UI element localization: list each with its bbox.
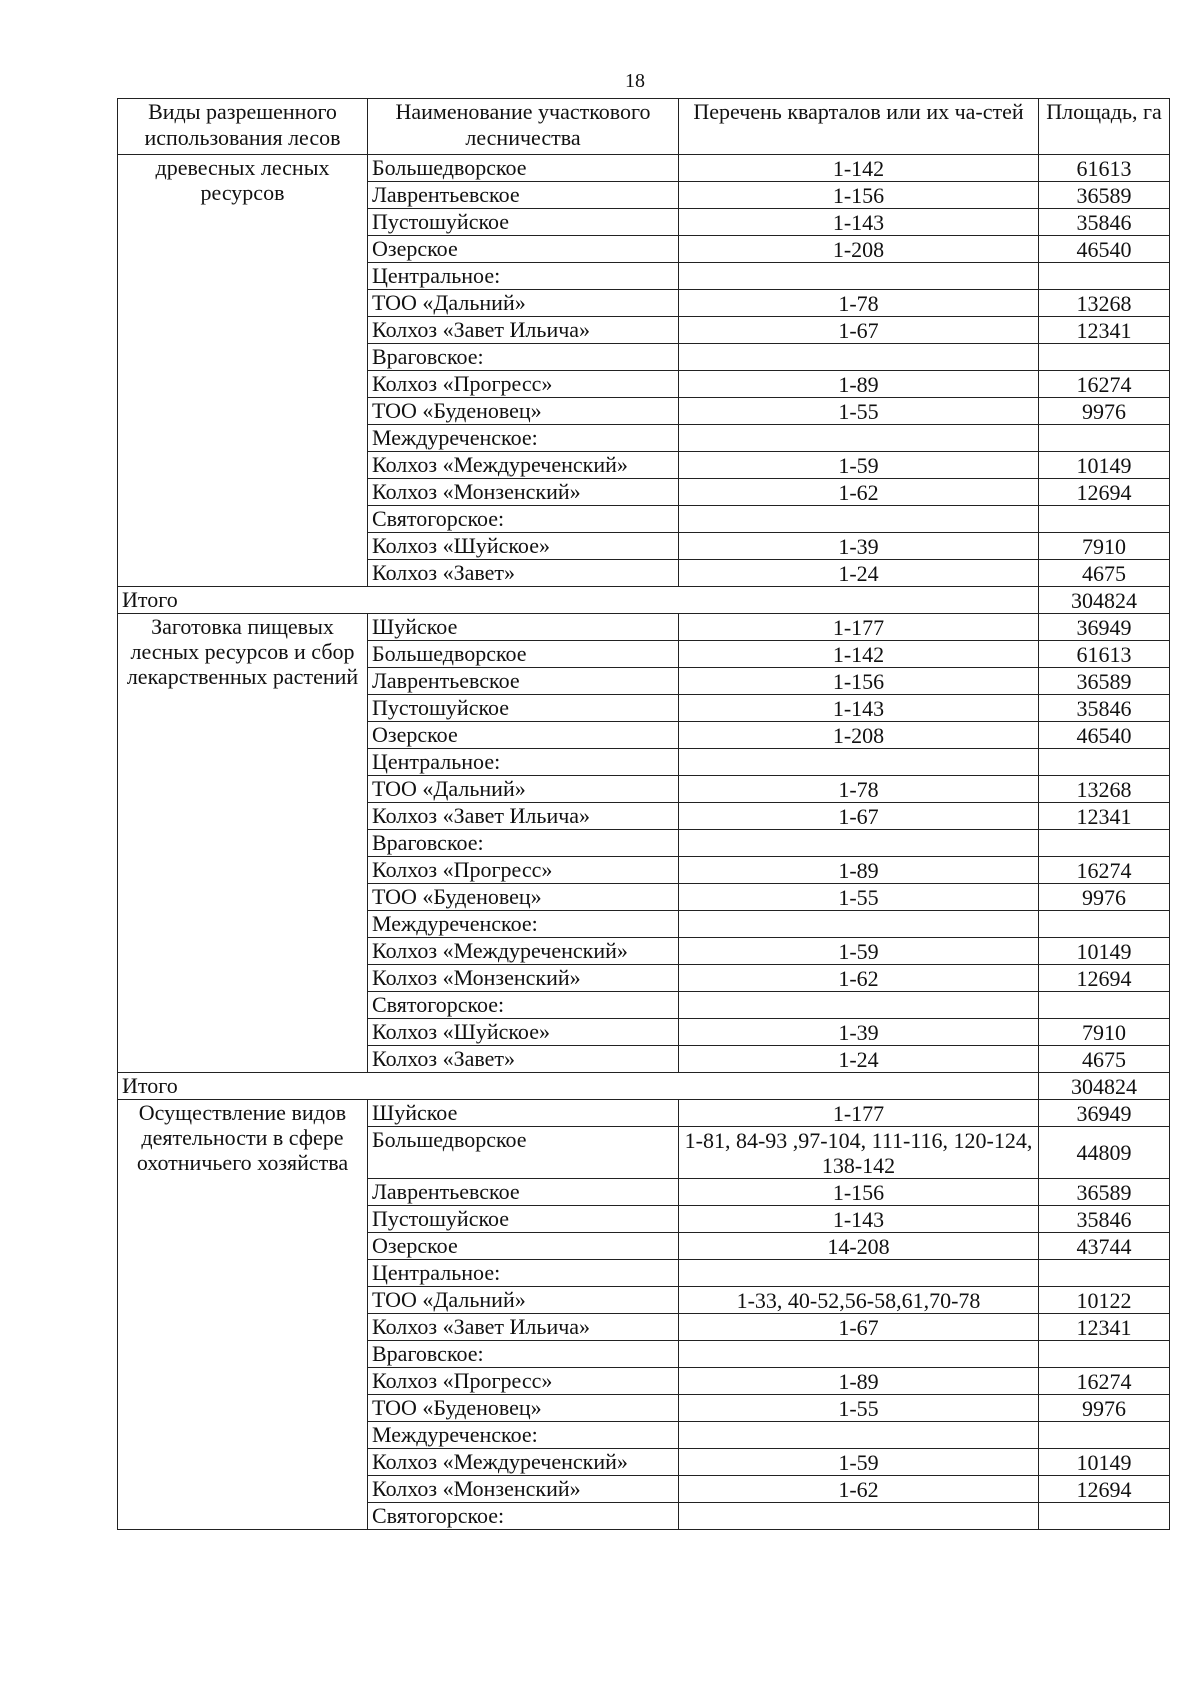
forestry-name-cell: Колхоз «Монзенский» — [368, 479, 679, 506]
quarters-cell — [679, 425, 1039, 452]
quarters-cell: 1-59 — [679, 452, 1039, 479]
quarters-cell: 1-156 — [679, 182, 1039, 209]
quarters-cell: 1-55 — [679, 1395, 1039, 1422]
quarters-cell — [679, 1260, 1039, 1287]
quarters-cell: 1-142 — [679, 641, 1039, 668]
area-cell: 4675 — [1039, 560, 1170, 587]
forestry-name-cell: Колхоз «Завет» — [368, 560, 679, 587]
area-cell: 9976 — [1039, 884, 1170, 911]
area-cell: 7910 — [1039, 533, 1170, 560]
quarters-cell: 1-89 — [679, 371, 1039, 398]
quarters-cell: 1-59 — [679, 1449, 1039, 1476]
area-cell: 13268 — [1039, 290, 1170, 317]
area-cell: 7910 — [1039, 1019, 1170, 1046]
forestry-name-cell: ТОО «Буденовец» — [368, 884, 679, 911]
forestry-name-cell: Шуйское — [368, 1100, 679, 1127]
quarters-cell — [679, 344, 1039, 371]
area-cell — [1039, 1260, 1170, 1287]
quarters-cell: 1-59 — [679, 938, 1039, 965]
forestry-name-cell: Большедворское — [368, 1127, 679, 1179]
forestry-name-cell: ТОО «Дальний» — [368, 1287, 679, 1314]
area-cell — [1039, 344, 1170, 371]
table-header-row — [118, 99, 1170, 155]
quarters-cell: 1-62 — [679, 965, 1039, 992]
forestry-name-cell: Озерское — [368, 236, 679, 263]
page-number: 18 — [625, 70, 645, 92]
forestry-name-cell: Колхоз «Прогресс» — [368, 1368, 679, 1395]
forestry-name-cell: Колхоз «Шуйское» — [368, 533, 679, 560]
forestry-name-cell: Колхоз «Междуреченский» — [368, 452, 679, 479]
area-cell — [1039, 992, 1170, 1019]
forestry-name-cell: Колхоз «Прогресс» — [368, 371, 679, 398]
forestry-name-cell: Колхоз «Завет Ильича» — [368, 317, 679, 344]
area-cell: 46540 — [1039, 722, 1170, 749]
header-area: Площадь, га — [1039, 99, 1170, 155]
total-label: Итого — [118, 1073, 1039, 1100]
area-cell: 10122 — [1039, 1287, 1170, 1314]
forestry-name-cell: Пустошуйское — [368, 1206, 679, 1233]
forestry-name-cell: Колхоз «Монзенский» — [368, 965, 679, 992]
forestry-name-cell: Лаврентьевское — [368, 1179, 679, 1206]
forestry-name-cell: Междуреченское: — [368, 1422, 679, 1449]
forestry-name-cell: Междуреченское: — [368, 425, 679, 452]
forestry-name-cell: Центральное: — [368, 1260, 679, 1287]
area-cell: 36589 — [1039, 1179, 1170, 1206]
forestry-name-cell: ТОО «Буденовец» — [368, 1395, 679, 1422]
header-forestry: Наименование участкового лесничества — [368, 99, 679, 155]
area-cell: 16274 — [1039, 371, 1170, 398]
quarters-cell — [679, 1422, 1039, 1449]
forestry-name-cell: Враговское: — [368, 1341, 679, 1368]
forestry-name-cell: ТОО «Дальний» — [368, 290, 679, 317]
forestry-name-cell: Колхоз «Междуреченский» — [368, 1449, 679, 1476]
use-type-cell: Осуществление видов деятельности в сфере охотничьего хозяйства — [118, 1100, 368, 1530]
quarters-cell: 1-67 — [679, 1314, 1039, 1341]
quarters-cell — [679, 749, 1039, 776]
quarters-cell: 1-208 — [679, 236, 1039, 263]
forestry-name-cell: Шуйское — [368, 614, 679, 641]
area-cell: 10149 — [1039, 938, 1170, 965]
area-cell: 35846 — [1039, 209, 1170, 236]
forestry-name-cell: Колхоз «Междуреченский» — [368, 938, 679, 965]
area-cell: 36589 — [1039, 182, 1170, 209]
quarters-cell: 1-33, 40-52,56-58,61,70-78 — [679, 1287, 1039, 1314]
forestry-name-cell: Центральное: — [368, 749, 679, 776]
quarters-cell: 1-177 — [679, 1100, 1039, 1127]
quarters-cell: 1-55 — [679, 398, 1039, 425]
quarters-cell: 1-39 — [679, 533, 1039, 560]
area-cell: 12341 — [1039, 317, 1170, 344]
forestry-name-cell: Междуреченское: — [368, 911, 679, 938]
area-cell: 36949 — [1039, 614, 1170, 641]
quarters-cell: 14-208 — [679, 1233, 1039, 1260]
area-cell: 46540 — [1039, 236, 1170, 263]
forestry-name-cell: Колхоз «Шуйское» — [368, 1019, 679, 1046]
quarters-cell: 1-78 — [679, 776, 1039, 803]
forestry-name-cell: Колхоз «Завет Ильича» — [368, 803, 679, 830]
quarters-cell: 1-89 — [679, 1368, 1039, 1395]
area-cell — [1039, 749, 1170, 776]
use-type-cell: древесных лесных ресурсов — [118, 155, 368, 587]
area-cell: 12694 — [1039, 1476, 1170, 1503]
area-cell: 61613 — [1039, 155, 1170, 182]
quarters-cell — [679, 992, 1039, 1019]
area-cell: 13268 — [1039, 776, 1170, 803]
quarters-cell — [679, 506, 1039, 533]
area-cell: 36949 — [1039, 1100, 1170, 1127]
total-row — [118, 587, 1170, 614]
total-area: 304824 — [1039, 587, 1170, 614]
quarters-cell: 1-143 — [679, 1206, 1039, 1233]
forestry-name-cell: Пустошуйское — [368, 695, 679, 722]
area-cell: 12694 — [1039, 479, 1170, 506]
area-cell — [1039, 830, 1170, 857]
forestry-name-cell: Колхоз «Прогресс» — [368, 857, 679, 884]
quarters-cell: 1-62 — [679, 1476, 1039, 1503]
area-cell: 43744 — [1039, 1233, 1170, 1260]
forestry-name-cell: Большедворское — [368, 641, 679, 668]
quarters-cell: 1-78 — [679, 290, 1039, 317]
forest-use-table — [117, 98, 1170, 1530]
area-cell: 35846 — [1039, 1206, 1170, 1233]
area-cell: 10149 — [1039, 452, 1170, 479]
forestry-name-cell: Враговское: — [368, 344, 679, 371]
forestry-name-cell: Колхоз «Завет Ильича» — [368, 1314, 679, 1341]
area-cell — [1039, 425, 1170, 452]
area-cell: 9976 — [1039, 398, 1170, 425]
area-cell: 12694 — [1039, 965, 1170, 992]
quarters-cell: 1-24 — [679, 560, 1039, 587]
forestry-name-cell: Пустошуйское — [368, 209, 679, 236]
area-cell: 12341 — [1039, 1314, 1170, 1341]
area-cell — [1039, 911, 1170, 938]
total-label: Итого — [118, 587, 1039, 614]
quarters-cell: 1-81, 84-93 ,97-104, 111-116, 120-124, 138-142 — [679, 1127, 1039, 1179]
table-row — [118, 155, 1170, 182]
quarters-cell: 1-177 — [679, 614, 1039, 641]
area-cell: 44809 — [1039, 1127, 1170, 1179]
quarters-cell: 1-89 — [679, 857, 1039, 884]
quarters-cell — [679, 1341, 1039, 1368]
forestry-name-cell: Большедворское — [368, 155, 679, 182]
area-cell: 16274 — [1039, 1368, 1170, 1395]
forestry-name-cell: Лаврентьевское — [368, 182, 679, 209]
forestry-name-cell: Колхоз «Монзенский» — [368, 1476, 679, 1503]
quarters-cell: 1-62 — [679, 479, 1039, 506]
quarters-cell: 1-67 — [679, 803, 1039, 830]
forestry-name-cell: Центральное: — [368, 263, 679, 290]
quarters-cell: 1-24 — [679, 1046, 1039, 1073]
forestry-name-cell: Озерское — [368, 722, 679, 749]
area-cell: 16274 — [1039, 857, 1170, 884]
quarters-cell: 1-208 — [679, 722, 1039, 749]
table-row — [118, 614, 1170, 641]
area-cell — [1039, 1503, 1170, 1530]
quarters-cell: 1-143 — [679, 695, 1039, 722]
area-cell: 4675 — [1039, 1046, 1170, 1073]
area-cell — [1039, 263, 1170, 290]
forestry-name-cell: Враговское: — [368, 830, 679, 857]
quarters-cell — [679, 263, 1039, 290]
forestry-name-cell: Колхоз «Завет» — [368, 1046, 679, 1073]
quarters-cell — [679, 830, 1039, 857]
quarters-cell: 1-156 — [679, 668, 1039, 695]
forestry-name-cell: Озерское — [368, 1233, 679, 1260]
area-cell: 12341 — [1039, 803, 1170, 830]
area-cell: 36589 — [1039, 668, 1170, 695]
quarters-cell: 1-55 — [679, 884, 1039, 911]
quarters-cell: 1-39 — [679, 1019, 1039, 1046]
area-cell: 35846 — [1039, 695, 1170, 722]
forestry-name-cell: ТОО «Буденовец» — [368, 398, 679, 425]
header-quarters: Перечень кварталов или их ча-стей — [679, 99, 1039, 155]
area-cell: 9976 — [1039, 1395, 1170, 1422]
forestry-name-cell: Святогорское: — [368, 1503, 679, 1530]
forestry-name-cell: Святогорское: — [368, 506, 679, 533]
area-cell: 10149 — [1039, 1449, 1170, 1476]
quarters-cell: 1-156 — [679, 1179, 1039, 1206]
table-row — [118, 1100, 1170, 1127]
forestry-name-cell: ТОО «Дальний» — [368, 776, 679, 803]
area-cell: 61613 — [1039, 641, 1170, 668]
total-area: 304824 — [1039, 1073, 1170, 1100]
area-cell — [1039, 1422, 1170, 1449]
quarters-cell: 1-143 — [679, 209, 1039, 236]
area-cell — [1039, 506, 1170, 533]
forestry-name-cell: Святогорское: — [368, 992, 679, 1019]
quarters-cell — [679, 1503, 1039, 1530]
quarters-cell: 1-67 — [679, 317, 1039, 344]
use-type-cell: Заготовка пищевых лесных ресурсов и сбор лекарственных растений — [118, 614, 368, 1073]
table-body — [118, 155, 1170, 1530]
quarters-cell: 1-142 — [679, 155, 1039, 182]
area-cell — [1039, 1341, 1170, 1368]
total-row — [118, 1073, 1170, 1100]
quarters-cell — [679, 911, 1039, 938]
header-use: Виды разрешенного использования лесов — [118, 99, 368, 155]
forestry-name-cell: Лаврентьевское — [368, 668, 679, 695]
